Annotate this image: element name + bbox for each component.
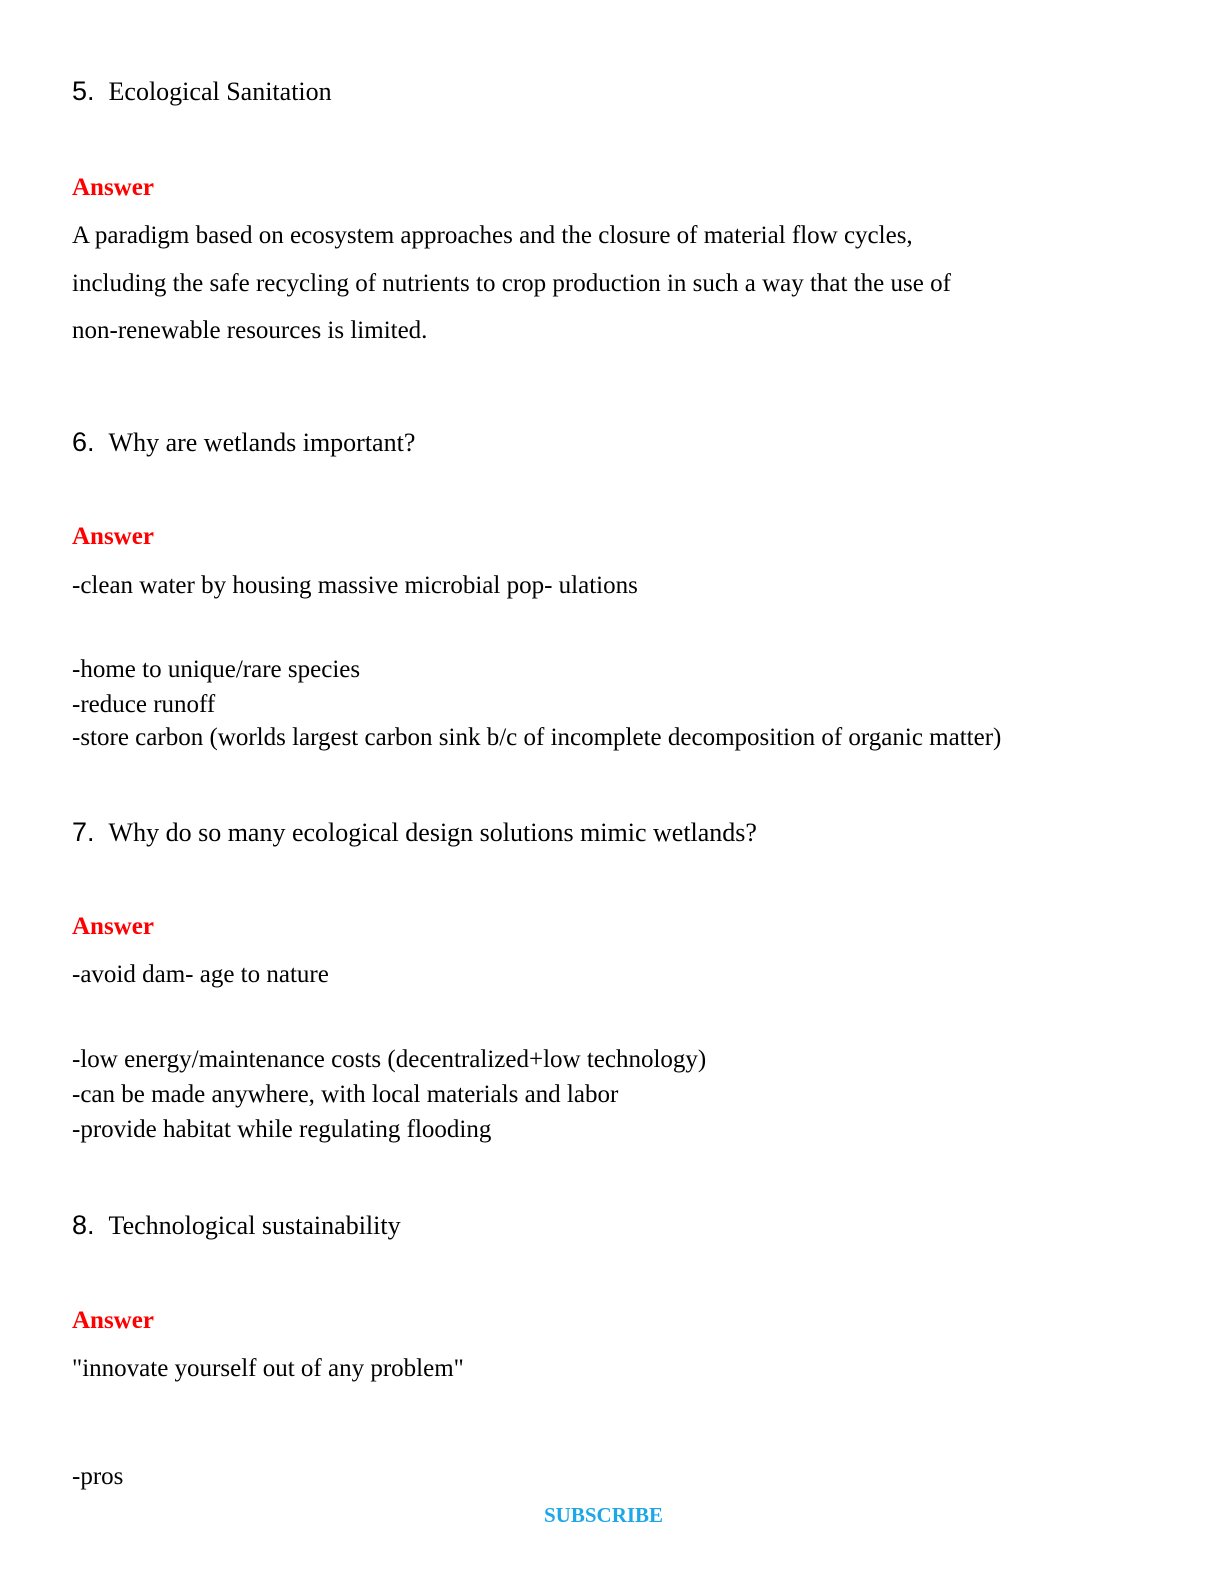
answer-line: including the safe recycling of nutrients to crop production in such a way that the use of	[72, 270, 951, 297]
answer-line: -store carbon (worlds largest carbon sink b/c of incomplete decomposition of organic matter)	[72, 724, 1002, 751]
answer-line: -home to unique/rare species	[72, 656, 361, 683]
question-number: 6.	[72, 427, 95, 457]
answer-line: "innovate yourself out of any problem"	[72, 1355, 464, 1382]
question-title: Ecological Sanitation	[108, 77, 332, 106]
answer-line: -clean water by housing massive microbial pop- ulations	[72, 572, 638, 599]
answer-label: Answer	[72, 174, 154, 201]
answer-label: Answer	[72, 523, 154, 550]
question-title: Technological sustainability	[108, 1211, 401, 1240]
answer-line: -avoid dam- age to nature	[72, 961, 329, 988]
answer-line: -low energy/maintenance costs (decentralized+low technology)	[72, 1046, 707, 1073]
question-number: 5.	[72, 76, 95, 106]
answer-line: -can be made anywhere, with local materials and labor	[72, 1081, 619, 1108]
answer-line: A paradigm based on ecosystem approaches and the closure of material flow cycles,	[72, 222, 913, 249]
answer-label: Answer	[72, 1307, 154, 1334]
subscribe-link[interactable]: SUBSCRIBE	[544, 1503, 664, 1527]
answer-line: -pros	[72, 1463, 124, 1490]
answer-line: -reduce runoff	[72, 691, 216, 718]
question-number: 8.	[72, 1210, 95, 1240]
question-7-heading	[72, 817, 757, 848]
question-title: Why do so many ecological design solutions mimic wetlands?	[108, 818, 757, 847]
question-8-heading	[72, 1210, 401, 1241]
answer-line: non-renewable resources is limited.	[72, 317, 428, 344]
answer-line: -provide habitat while regulating flooding	[72, 1116, 492, 1143]
question-number: 7.	[72, 817, 95, 847]
question-5-heading	[72, 76, 332, 107]
question-6-heading	[72, 427, 415, 458]
answer-label: Answer	[72, 913, 154, 940]
question-title: Why are wetlands important?	[108, 428, 416, 457]
